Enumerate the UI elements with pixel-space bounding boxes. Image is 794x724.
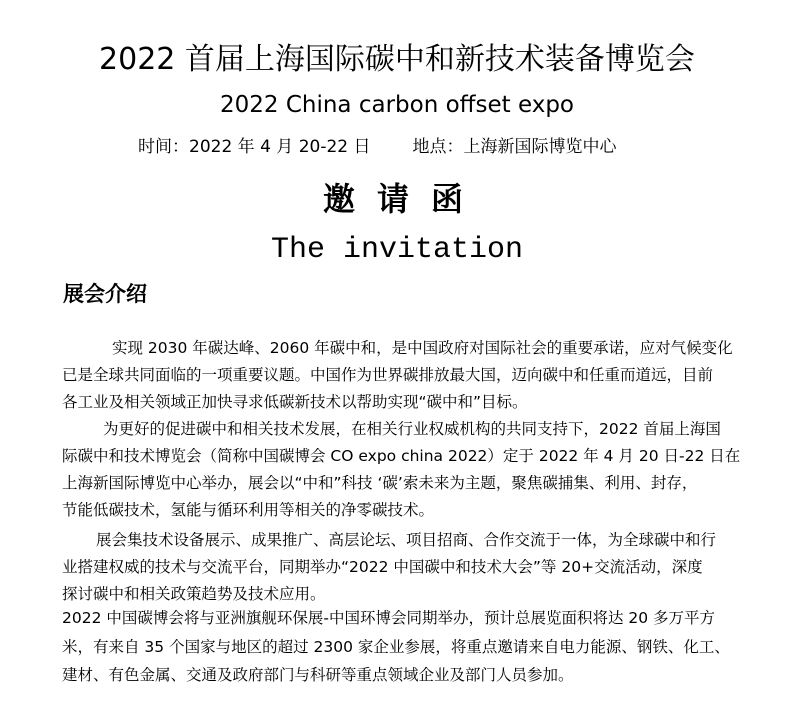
body-line: 际碳中和技术博览会（简称中国碳博会 CO expo china 2022）定于 2022 年 4 月 20 日-22 日在 xyxy=(62,447,741,465)
body-line: 已是全球共同面临的一项重要议题。中国作为世界碳排放最大国，迈向碳中和任重而道远，目前 xyxy=(62,366,714,384)
body-line: 实现 2030 年碳达峰、2060 年碳中和，是中国政府对国际社会的重要承诺，应对气候变化 xyxy=(112,339,733,357)
document-title-english: 2022 China carbon offset expo xyxy=(219,92,575,118)
body-line: 探讨碳中和相关政策趋势及技术应用。 xyxy=(62,585,326,603)
body-line: 节能低碳技术，氢能与循环利用等相关的净零碳技术。 xyxy=(62,501,435,519)
body-line: 上海新国际博览中心举办，展会以“中和”科技 ‘碳’索未来为主题，聚焦碳捕集、利用、封存， xyxy=(62,474,698,492)
event-place: 地点：上海新国际博览中心 xyxy=(412,137,617,157)
body-line: 建材、有色金属、交通及政府部门与科研等重点领域企业及部门人员参加。 xyxy=(62,666,574,684)
body-line: 米，有来自 35 个国家与地区的超过 2300 家企业参展，将重点邀请来自电力能源、钢铁、化工、 xyxy=(62,638,730,656)
invitation-title-chinese: 邀请函 xyxy=(322,180,485,218)
invitation-title-english: The invitation xyxy=(270,233,524,267)
section-heading: 展会介绍 xyxy=(63,282,147,306)
time-place-line xyxy=(138,134,778,160)
document-title-chinese: 2022 首届上海国际碳中和新技术装备博览会 xyxy=(99,42,695,77)
body-line: 业搭建权威的技术与交流平台，同期举办“2022 中国碳中和技术大会”等 20+交流活动，深度 xyxy=(62,558,703,576)
event-time: 时间：2022 年 4 月 20-22 日 xyxy=(138,137,371,157)
body-line: 2022 中国碳博会将与亚洲旗舰环保展-中国环博会同期举办，预计总展览面积将达 20 多万平方 xyxy=(62,609,716,627)
body-line: 为更好的促进碳中和相关技术发展，在相关行业权威机构的共同支持下，2022 首届上海国 xyxy=(103,420,721,438)
body-line: 展会集技术设备展示、成果推广、高层论坛、项目招商、合作交流于一体，为全球碳中和行 xyxy=(96,531,717,549)
body-line: 各工业及相关领域正加快寻求低碳新技术以帮助实现“碳中和”目标。 xyxy=(62,393,528,411)
